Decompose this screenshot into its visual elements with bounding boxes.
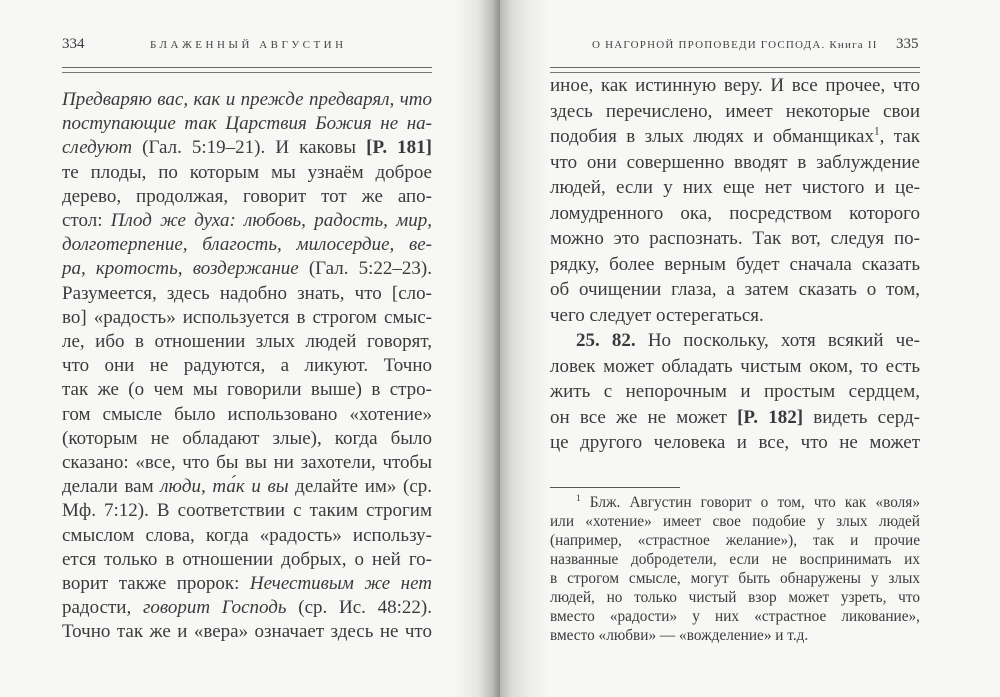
text-segment: Точно так же и «вера» означает здесь не что xyxy=(62,621,432,643)
text-segment: жить с непорочным и простым сердцем, xyxy=(550,381,920,402)
reference-marker: 25. 82. xyxy=(576,330,636,351)
text-line xyxy=(550,303,920,329)
text-line xyxy=(550,607,920,626)
text-segment: (ср. Ис. 48:22). xyxy=(286,597,432,619)
text-segment: или «хотение» имеет свое подобие у злых людей xyxy=(550,513,920,530)
text-line xyxy=(62,403,432,427)
text-segment: что они не радуются, а ликуют. Точно xyxy=(62,355,432,377)
right-page xyxy=(500,0,1000,697)
text-segment: те плоды, по которым мы узнаём доброе xyxy=(62,161,432,183)
text-line xyxy=(550,588,920,607)
text-line xyxy=(62,451,432,475)
text-segment: вместо «любви» — «вожделение» и т.д. xyxy=(550,627,809,644)
text-line xyxy=(62,330,432,354)
text-segment: вместо «радости» у них «страстное ликование», xyxy=(550,608,920,625)
text-segment: говорит Господь xyxy=(142,597,287,619)
text-line xyxy=(62,620,432,644)
text-segment: Мф. 7:12). В соответствии с таким строгим xyxy=(62,500,432,522)
text-segment: людей, если у них еще нет чистого и це- xyxy=(550,177,920,198)
text-line xyxy=(550,379,920,405)
text-line xyxy=(62,524,432,548)
text-segment: люди, та́к и вы xyxy=(160,476,289,498)
text-line xyxy=(550,430,920,456)
page-number: 335 xyxy=(896,36,919,52)
text-segment: видеть серд- xyxy=(803,406,920,428)
text-segment: це другого человека и все, что не может xyxy=(550,432,920,453)
text-segment: Разумеется, здесь надобно знать, что [сло- xyxy=(62,282,432,304)
footnote-marker: 1 xyxy=(873,125,880,138)
text-segment: названные добродетели, если не воспринимать их xyxy=(550,551,920,568)
text-segment: иное, как истинную веру. И все прочее, что xyxy=(550,75,920,96)
text-line xyxy=(62,572,432,596)
text-line xyxy=(62,185,432,209)
text-line xyxy=(550,277,920,303)
text-segment: , так xyxy=(879,126,920,147)
text-line xyxy=(550,99,920,125)
body-text xyxy=(550,73,920,456)
text-line xyxy=(550,328,920,354)
text-segment: (Гал. 5:19–21). И каковы xyxy=(132,137,367,159)
text-segment: он все же не может xyxy=(550,406,738,428)
text-segment: в строгом смысле, могут быть обнаружены у злых xyxy=(550,570,920,587)
text-line xyxy=(550,569,920,588)
text-segment: гом смысле было использовано «хотение» xyxy=(62,403,432,425)
text-line xyxy=(62,427,432,451)
text-line xyxy=(62,257,432,281)
text-segment: во] «радость» используется в строгом смыс- xyxy=(62,306,432,328)
text-line xyxy=(62,161,432,185)
text-segment: рядку, более верным будет сначала сказать xyxy=(550,253,920,275)
text-segment: сказано: «все, что бы вы ни захотели, чтобы xyxy=(62,452,432,474)
text-segment: ворит также пророк: xyxy=(62,573,250,595)
text-line xyxy=(62,475,432,499)
text-line xyxy=(550,226,920,252)
text-segment: поступающие так Царствия Божия не на- xyxy=(62,113,432,135)
running-title: БЛАЖЕННЫЙ АВГУСТИН xyxy=(150,39,347,51)
text-segment: (например, «страстное желание»), так и прочие xyxy=(550,532,920,549)
text-line xyxy=(62,233,432,257)
footnote-rule xyxy=(550,487,680,488)
text-line xyxy=(550,354,920,380)
text-segment: ломудренного ока, посредством которого xyxy=(550,202,920,224)
text-line xyxy=(62,209,432,233)
text-segment: Но поскольку, хотя всякий че- xyxy=(635,330,920,351)
text-segment: ловек может обладать чистым оком, то есть xyxy=(550,355,920,377)
text-line xyxy=(550,550,920,569)
text-segment: Плод же духа: любовь, радость, мир, xyxy=(110,210,432,232)
footnote-marker: 1 xyxy=(576,492,581,503)
text-line xyxy=(62,306,432,330)
text-line xyxy=(550,252,920,278)
text-line xyxy=(62,499,432,523)
body-text xyxy=(62,88,432,645)
text-segment: так же (о чем мы говорили выше) в стро- xyxy=(62,379,432,401)
text-segment: следуют xyxy=(62,137,133,159)
text-segment: смыслом слова, когда «радость» использу- xyxy=(62,524,432,546)
text-segment: Предваряю вас, как и прежде предварял, что xyxy=(62,89,432,110)
text-segment: Блж. Августин говорит о том, что как «воля» xyxy=(580,494,920,511)
text-line xyxy=(550,150,920,176)
text-line xyxy=(550,405,920,431)
text-line xyxy=(550,493,920,512)
text-line xyxy=(62,378,432,402)
text-segment: здесь перечислено, имеет некоторые свои xyxy=(550,100,920,122)
page-number: 334 xyxy=(62,36,85,52)
text-segment: стол: xyxy=(62,210,111,232)
reference-marker: [P. 182] xyxy=(737,406,804,428)
text-segment: дерево, продолжая, говорит тот же апо- xyxy=(62,185,432,207)
text-segment: что они совершенно вводят в заблуждение xyxy=(550,151,920,173)
text-line xyxy=(550,531,920,550)
text-line xyxy=(62,548,432,572)
text-segment: об очищении глаза, а затем сказать о том, xyxy=(550,279,920,300)
text-line xyxy=(550,512,920,531)
text-segment: (Гал. 5:22–23). xyxy=(298,258,432,280)
text-line xyxy=(550,124,920,150)
text-line xyxy=(550,73,920,99)
text-segment: делайте им» (ср. xyxy=(288,476,433,498)
text-line xyxy=(62,112,432,136)
text-line xyxy=(550,175,920,201)
text-segment: делали вам xyxy=(62,476,161,498)
text-line xyxy=(550,201,920,227)
text-segment: долготерпение, благость, милосердие, ве- xyxy=(62,234,432,256)
header-rule xyxy=(62,67,432,73)
text-segment: можно это распознать. Так вот, следуя по- xyxy=(550,228,920,249)
text-segment: ра, кротость, воздержание xyxy=(62,258,299,280)
text-segment: Нечестивым же нет xyxy=(249,573,432,595)
text-segment: ле, ибо в отношении злых людей говорят, xyxy=(62,331,432,353)
text-line xyxy=(62,88,432,112)
text-line xyxy=(62,354,432,378)
text-line xyxy=(62,596,432,620)
text-segment: подобия в злых людях и обманщиках xyxy=(550,126,874,147)
text-segment: чего следует остерегаться. xyxy=(550,304,764,326)
footnote xyxy=(550,493,920,645)
text-segment: людей, но только чистый взор может узреть, что xyxy=(550,589,920,606)
text-line xyxy=(62,136,432,160)
text-line xyxy=(62,282,432,306)
text-line xyxy=(550,626,920,645)
text-segment: радости, xyxy=(62,597,143,619)
text-segment: (которым не обладают злые), когда было xyxy=(62,427,432,449)
reference-marker: [P. 181] xyxy=(366,137,432,159)
running-title: О НАГОРНОЙ ПРОПОВЕДИ ГОСПОДА. Книга II xyxy=(592,39,878,51)
text-segment: ется только в отношении добрых, о ней го- xyxy=(62,548,432,570)
